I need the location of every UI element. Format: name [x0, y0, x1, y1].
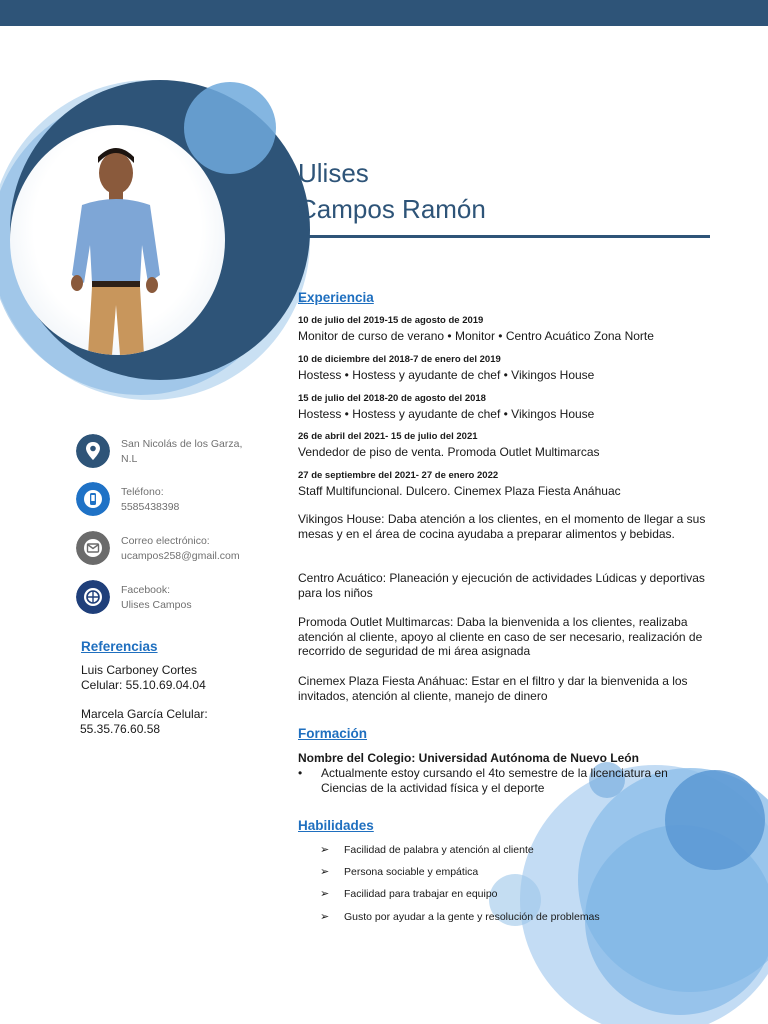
experience-description: Cinemex Plaza Fiesta Anáhuac: Estar en el filtro y dar la bienvenida a los invitados, atención al cliente, manejo de dinero: [298, 674, 688, 703]
arrow-bullet-icon: ➢: [320, 866, 330, 878]
job-date: 26 de abril del 2021- 15 de julio del 2021: [298, 431, 478, 442]
facebook-icon: [76, 580, 110, 614]
contact-email-value[interactable]: ucampos258@gmail.com: [121, 550, 240, 562]
first-name: Ulises: [298, 158, 369, 188]
education-title: Formación: [298, 726, 368, 741]
skill-label: Facilidad para trabajar en equipo: [344, 888, 498, 900]
job-title: Hostess • Hostess y ayudante de chef • Vikingos House: [298, 368, 595, 382]
arrow-bullet-icon: ➢: [320, 888, 330, 900]
name-underline: [298, 235, 710, 238]
skills-title: Habilidades: [298, 818, 374, 833]
job-title: Vendedor de piso de venta. Promoda Outlet Multimarcas: [298, 445, 600, 459]
education-detail: Actualmente estoy cursando el 4to semestre de la licenciatura en Ciencias de la actividad física y el deporte: [321, 766, 668, 795]
contact-facebook-value[interactable]: Ulises Campos: [121, 599, 192, 611]
email-icon: [76, 531, 110, 565]
school-name: Nombre del Colegio: Universidad Autónoma de Nuevo León: [298, 751, 639, 765]
skill-item: [320, 887, 498, 900]
contact-email-label: Correo electrónico:: [121, 535, 210, 547]
skill-item: [320, 865, 478, 878]
arrow-bullet-icon: ➢: [320, 911, 330, 923]
job-entry: [298, 393, 594, 422]
experience-description: Centro Acuático: Planeación y ejecución de actividades Lúdicas y deportivas para los niños: [298, 571, 705, 600]
education-bullet: [298, 766, 708, 795]
job-date: 15 de julio del 2018-20 de agosto del 2018: [298, 393, 486, 404]
job-date: 10 de julio del 2019-15 de agosto de 2019: [298, 315, 484, 326]
location-pin-icon: [76, 434, 110, 468]
job-title: Hostess • Hostess y ayudante de chef • Vikingos House: [298, 407, 595, 421]
bullet-dot-icon: •: [298, 766, 303, 780]
phone-icon: [76, 482, 110, 516]
job-date: 10 de diciembre del 2018-7 de enero del 2019: [298, 354, 501, 365]
references-title: Referencias: [81, 639, 158, 654]
job-date: 27 de septiembre del 2021- 27 de enero 2022: [298, 470, 499, 481]
reference-2-phone: 55.35.76.60.58: [80, 722, 161, 736]
contact-phone-value: 5585438398: [121, 501, 180, 513]
skill-label: Persona sociable y empática: [344, 866, 479, 878]
skill-item: [320, 843, 534, 856]
contact-location-value: N.L: [121, 453, 138, 465]
job-entry: [298, 315, 654, 344]
job-entry: [298, 431, 600, 460]
contact-phone-label: Teléfono:: [121, 486, 164, 498]
full-name: [298, 155, 486, 227]
job-entry: [298, 354, 594, 383]
reference-1-phone: Celular: 55.10.69.04.04: [81, 678, 206, 692]
skill-label: Gusto por ayudar a la gente y resolución de problemas: [344, 911, 600, 923]
last-name: Campos Ramón: [298, 194, 486, 224]
experience-description: Vikingos House: Daba atención a los clientes, en el momento de llegar a sus mesas y en el área de cocina ayudaba a preparar alimentos y bebidas.: [298, 512, 706, 541]
contact-facebook-label: Facebook:: [121, 584, 171, 596]
skill-label: Facilidad de palabra y atención al cliente: [344, 844, 534, 856]
arrow-bullet-icon: ➢: [320, 844, 330, 856]
job-title: Staff Multifuncional. Dulcero. Cinemex Plaza Fiesta Anáhuac: [298, 484, 621, 498]
reference-1-name: Luis Carboney Cortes: [81, 663, 198, 677]
reference-2-name: Marcela García Celular:: [81, 707, 208, 721]
contact-location-label: San Nicolás de los Garza,: [121, 438, 243, 450]
profile-photo: [10, 125, 225, 355]
job-entry: [298, 470, 621, 499]
experience-title: Experiencia: [298, 290, 374, 305]
skill-item: [320, 910, 600, 923]
job-title: Monitor de curso de verano • Monitor • Centro Acuático Zona Norte: [298, 329, 654, 343]
experience-description: Promoda Outlet Multimarcas: Daba la bienvenida a los clientes, realizaba atención al cliente, apoyo al cliente en caso de ser necesario, realización de recorrido de seguridad de mi área asignada: [298, 615, 703, 658]
